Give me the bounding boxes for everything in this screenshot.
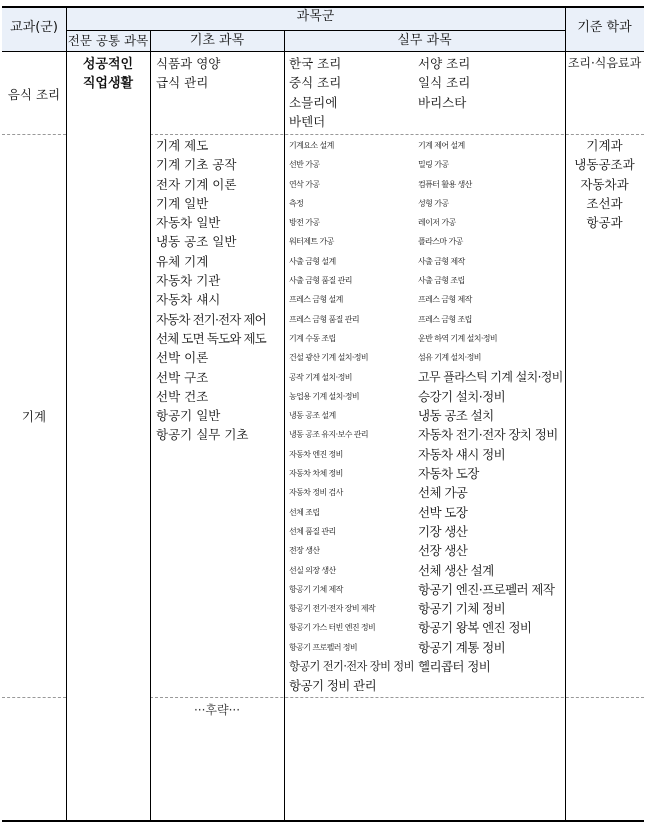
list-item: 기장 생산 (418, 523, 468, 539)
common-subject (66, 55, 150, 94)
list-item: 급식 관리 (156, 75, 209, 91)
list-item: 선박 이론 (156, 350, 209, 366)
row-divider-2b (150, 697, 644, 698)
list-item: 항공기 기체 제작 (289, 584, 343, 594)
list-item: 선실 의장 생산 (289, 565, 336, 575)
list-item: 항공기 기체 정비 (418, 601, 506, 617)
row-divider-2 (2, 697, 66, 698)
list-item: 프레스 금형 품질 관리 (289, 314, 359, 324)
list-item: 조선과 (586, 195, 623, 211)
list-item: 항공기 일반 (156, 408, 221, 424)
list-item: 항공과 (586, 215, 623, 231)
list-item: 자동차 기관 (156, 273, 221, 289)
list-item: 항공기 전기·전자 장비 제작 (289, 604, 376, 614)
list-item: 기계 제어 설계 (418, 141, 465, 150)
list-item: 고무 플라스틱 기계 설치·정비 (418, 369, 563, 384)
list-item: 섬유 기계 설치·정비 (418, 353, 481, 363)
header-basic-subjects: 기초 과목 (189, 33, 245, 48)
header-gijun-hakgwa: 기준 학과 (577, 20, 632, 35)
list-item: 선박 건조 (156, 388, 209, 404)
list-item: 기계요소 설계 (289, 141, 334, 150)
list-item: 선반 가공 (289, 160, 320, 170)
cooking-basic-list (156, 54, 220, 93)
list-item: 사출 금형 제작 (418, 256, 465, 266)
group-cooking: 음식 조리 (7, 87, 61, 102)
list-item: 선체 가공 (418, 485, 468, 501)
list-item: 프레스 금형 제작 (418, 295, 472, 305)
list-item: 자동차 섀시 정비 (418, 446, 506, 462)
list-item: 사출 금형 조립 (418, 276, 465, 286)
list-item: 헬리콥터 정비 (418, 659, 491, 675)
row-divider-1 (2, 134, 66, 135)
header-gwamok-gun: 과목군 (296, 9, 335, 24)
list-item: 농업용 기계 설치·정비 (289, 391, 359, 401)
list-item: 기계 일반 (156, 195, 209, 211)
header-practical-subjects: 실무 과목 (397, 33, 452, 48)
list-item: 전자 기계 이론 (156, 176, 237, 192)
table-bottom-border (2, 820, 644, 822)
list-item: 항공기 프로펠러 정비 (289, 642, 358, 652)
list-item: 자동차 일반 (156, 215, 221, 231)
list-item: 선체 조립 (289, 507, 320, 517)
col-line-3 (284, 30, 285, 821)
list-item (418, 676, 563, 695)
list-item: 소믈리에 (289, 94, 338, 110)
cooking-practical-right (418, 54, 470, 112)
list-item: 연삭 가공 (289, 179, 320, 189)
col-line-4 (565, 6, 566, 821)
list-item: 자동차 전기·전자 제어 (156, 311, 266, 327)
list-item: 자동차 엔진 정비 (289, 449, 343, 459)
list-item: 일식 조리 (418, 75, 471, 91)
col-line-1 (66, 6, 67, 821)
list-item: 냉동 공조 유지·보수 관리 (289, 430, 369, 440)
list-item: 바텐더 (289, 113, 326, 129)
machinery-departments (565, 136, 644, 232)
list-item: 승강기 설치·정비 (418, 388, 506, 404)
list-item: 서양 조리 (418, 56, 471, 71)
list-item: 기계과 (586, 138, 623, 153)
list-item: 선체 도면 독도와 제도 (156, 330, 266, 346)
list-item: 선체 생산 설계 (418, 562, 494, 578)
cooking-practical-left (289, 54, 341, 131)
list-item: 플라스마 가공 (418, 237, 463, 247)
list-item: 자동차 도장 (418, 466, 479, 482)
row-divider-1b (150, 134, 644, 135)
list-item: 선장 생산 (418, 543, 468, 559)
list-item: 냉동 공조 설계 (289, 411, 336, 421)
list-item: 자동차 정비 검사 (289, 488, 343, 498)
header-bottom-line (2, 51, 644, 52)
list-item: 선박 구조 (156, 369, 209, 385)
list-item: 전장 생산 (289, 546, 320, 556)
continuation-note: ···후략··· (193, 703, 241, 717)
list-item: 기계 수동 조립 (289, 333, 336, 343)
list-item: 항공기 가스 터빈 엔진 정비 (289, 623, 376, 633)
list-item: 자동차 전기·전자 장치 정비 (418, 427, 558, 443)
list-item: 항공기 실무 기초 (156, 427, 249, 443)
list-item: 기계 기초 공작 (156, 157, 237, 173)
list-item: 항공기 엔진·프로펠러 제작 (418, 581, 555, 597)
list-item: 프레스 금형 설계 (289, 295, 343, 305)
list-item: 컴퓨터 활용 생산 (418, 179, 472, 189)
list-item: 운반 하역 기계 설치·정비 (418, 333, 498, 343)
list-item: 항공기 정비 관리 (289, 678, 377, 694)
list-item: 중식 조리 (289, 75, 342, 91)
common-subject-line-2: 직업생활 (82, 76, 134, 92)
cooking-departments (565, 54, 644, 73)
list-item: 냉동 공조 일반 (156, 234, 237, 250)
list-item: 조리·식음료과 (567, 56, 642, 70)
machinery-basic-list (156, 136, 266, 445)
list-item: 식품과 영양 (156, 56, 221, 71)
list-item: 자동차 섀시 (156, 292, 221, 308)
list-item: 사출 금형 품질 관리 (289, 276, 352, 286)
list-item: 사출 금형 설계 (289, 256, 336, 266)
list-item: 측정 (289, 198, 304, 208)
list-item: 유체 기계 (156, 253, 209, 269)
list-item: 성형 가공 (418, 198, 449, 208)
list-item: 냉동 공조 설치 (418, 408, 494, 424)
common-subject-line-1: 성공적인 (82, 57, 134, 72)
header-common-subjects: 전문 공통 과목 (67, 33, 149, 48)
list-item: 선체 품질 관리 (289, 526, 336, 536)
list-item: 항공기 왕복 엔진 정비 (418, 620, 532, 636)
list-item: 자동차과 (580, 176, 629, 192)
list-item: 냉동공조과 (574, 157, 635, 173)
header-kyogwa-gun: 교과(군) (10, 20, 58, 35)
list-item: 밀링 가공 (418, 160, 449, 170)
list-item: 자동차 차체 정비 (289, 469, 343, 479)
list-item: 프레스 금형 조립 (418, 314, 472, 324)
list-item: 항공기 계통 정비 (418, 639, 506, 655)
list-item: 한국 조리 (289, 56, 342, 71)
list-item: 선박 도장 (418, 504, 468, 520)
list-item: 워터제트 가공 (289, 237, 334, 247)
list-item: 건설 광산 기계 설치·정비 (289, 353, 369, 363)
list-item: 항공기 전기·전자 장비 정비 (289, 660, 414, 674)
group-machinery: 기계 (21, 409, 47, 424)
list-item: 바리스타 (418, 94, 467, 110)
machinery-practical-right (418, 136, 563, 696)
list-item: 기계 제도 (156, 138, 209, 153)
list-item: 공작 기계 설치·정비 (289, 372, 352, 382)
list-item: 레이저 가공 (418, 218, 456, 228)
list-item: 방전 가공 (289, 218, 320, 228)
machinery-practical-left (289, 136, 414, 696)
